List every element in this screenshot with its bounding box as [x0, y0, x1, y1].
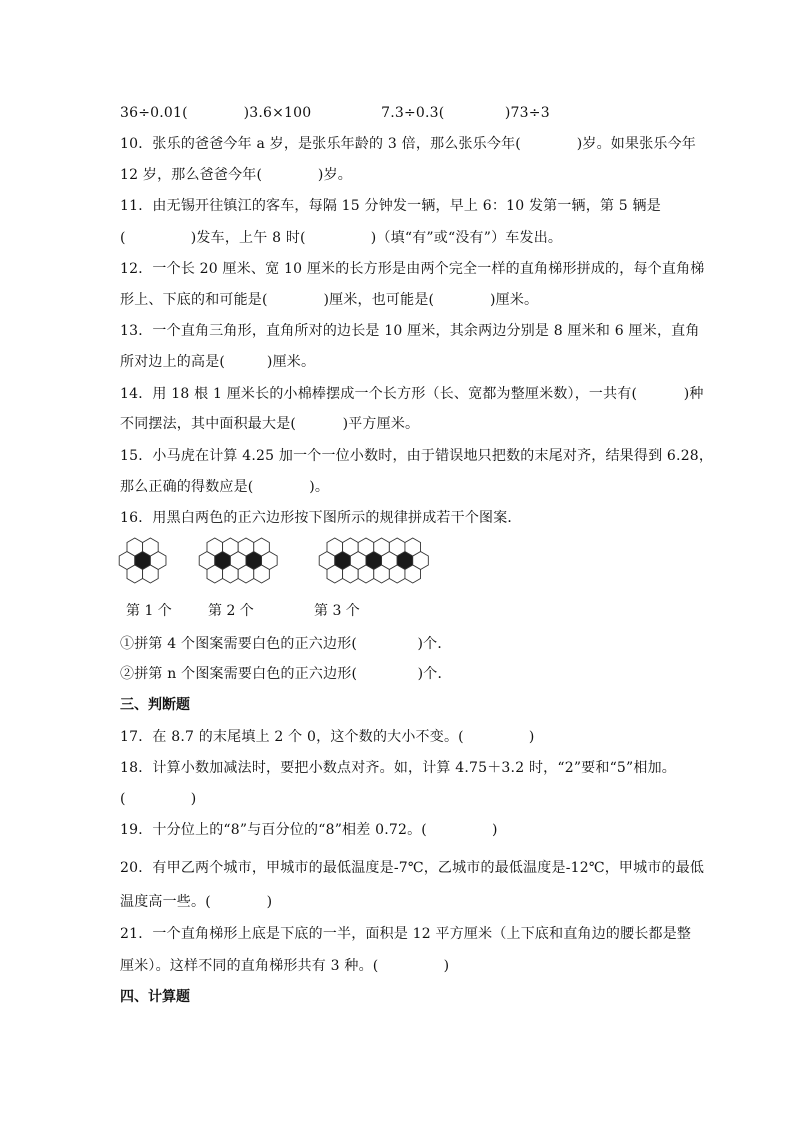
question-11-line-2: ( )发车，上午 8 时( )（填“有”或“没有”）车发出。	[120, 230, 563, 246]
question-15-line-1: 15．小马虎在计算 4.25 加一个一位小数时，由于错误地只把数的末尾对齐，结果得到 6.28，	[120, 448, 714, 464]
white-hexagon	[238, 565, 254, 583]
question-16-stem: 16．用黑白两色的正六边形按下图所示的规律拼成若干个图案．	[120, 510, 522, 526]
white-hexagon	[374, 538, 390, 556]
question-12-line-2: 形上、下底的和可能是( )厘米，也可能是( )厘米。	[120, 292, 539, 308]
question-15-line-2: 那么正确的得数应是( )。	[120, 479, 330, 495]
figure-caption-1: 第 1 个	[126, 603, 172, 619]
question-16-part-1: ①拼第 4 个图案需要白色的正六边形( )个．	[120, 636, 452, 652]
white-hexagon	[223, 565, 239, 583]
figure-caption-3: 第 3 个	[314, 603, 360, 619]
hexagon-pattern-1	[118, 537, 174, 591]
question-16-part-2: ②拼第 n 个图案需要白色的正六边形( )个．	[120, 666, 452, 682]
white-hexagon	[358, 538, 374, 556]
white-hexagon	[238, 538, 254, 556]
question-18-line-2: ( )	[120, 791, 197, 807]
question-9-tail: 36÷0.01( )3.6×100 7.3÷0.3( )73÷3	[120, 105, 550, 121]
white-hexagon	[143, 565, 159, 583]
white-hexagon	[207, 538, 223, 556]
hexagon-pattern-2	[198, 537, 282, 591]
question-17: 17．在 8.7 的末尾填上 2 个 0，这个数的大小不变。( )	[120, 729, 535, 745]
white-hexagon	[254, 565, 270, 583]
question-18-line-1: 18．计算小数加减法时，要把小数点对齐。如，计算 4.75＋3.2 时，“2”要和“5”相加。	[120, 760, 676, 776]
question-21-line-2: 厘米）。这样不同的直角梯形共有 3 种。( )	[120, 958, 450, 974]
white-hexagon	[389, 538, 405, 556]
white-hexagon	[143, 538, 159, 556]
question-12-line-1: 12．一个长 20 厘米、宽 10 厘米的长方形是由两个完全一样的直角梯形拼成的，每个直角梯	[120, 261, 705, 277]
section-heading-judgement: 三、判断题	[120, 697, 190, 713]
question-19: 19．十分位上的“8”与百分位的“8”相差 0.72。( )	[120, 822, 498, 838]
white-hexagon	[254, 538, 270, 556]
question-14-line-2: 不同摆法，其中面积最大是( )平方厘米。	[120, 416, 420, 432]
white-hexagon	[343, 538, 359, 556]
figure-caption-2: 第 2 个	[208, 603, 254, 619]
question-13-line-1: 13．一个直角三角形，直角所对的边长是 10 厘米，其余两边分别是 8 厘米和 6 厘米，直角	[120, 323, 700, 339]
question-13-line-2: 所对边上的高是( )厘米。	[120, 354, 316, 370]
white-hexagon	[405, 565, 421, 583]
question-14-line-1: 14．用 18 根 1 厘米长的小棉棒摆成一个长方形（长、宽都为整厘米数），一共有( )种	[120, 386, 704, 402]
question-11-line-1: 11．由无锡开往镇江的客车，每隔 15 分钟发一辆，早上 6：10 发第一辆，第 5 辆是	[120, 198, 661, 214]
question-20-line-2: 温度高一些。( )	[120, 894, 273, 910]
question-20-line-1: 20．有甲乙两个城市，甲城市的最低温度是-7℃，乙城市的最低温度是-12℃，甲城市的最低	[120, 860, 705, 876]
white-hexagon	[405, 538, 421, 556]
white-hexagon	[327, 565, 343, 583]
section-heading-calculation: 四、计算题	[120, 989, 190, 1005]
white-hexagon	[127, 565, 143, 583]
white-hexagon	[327, 538, 343, 556]
white-hexagon	[389, 565, 405, 583]
question-10-line-1: 10．张乐的爸爸今年 a 岁，是张乐年龄的 3 倍，那么张乐今年( )岁。如果张乐今年	[120, 136, 696, 152]
white-hexagon	[223, 538, 239, 556]
question-21-line-1: 21．一个直角梯形上底是下底的一半，面积是 12 平方厘米（上下底和直角边的腰长都是整	[120, 926, 692, 942]
white-hexagon	[374, 565, 390, 583]
white-hexagon	[343, 565, 359, 583]
white-hexagon	[127, 538, 143, 556]
white-hexagon	[207, 565, 223, 583]
white-hexagon	[358, 565, 374, 583]
hexagon-pattern-3	[318, 537, 434, 591]
question-10-line-2: 12 岁，那么爸爸今年( )岁。	[120, 167, 352, 183]
